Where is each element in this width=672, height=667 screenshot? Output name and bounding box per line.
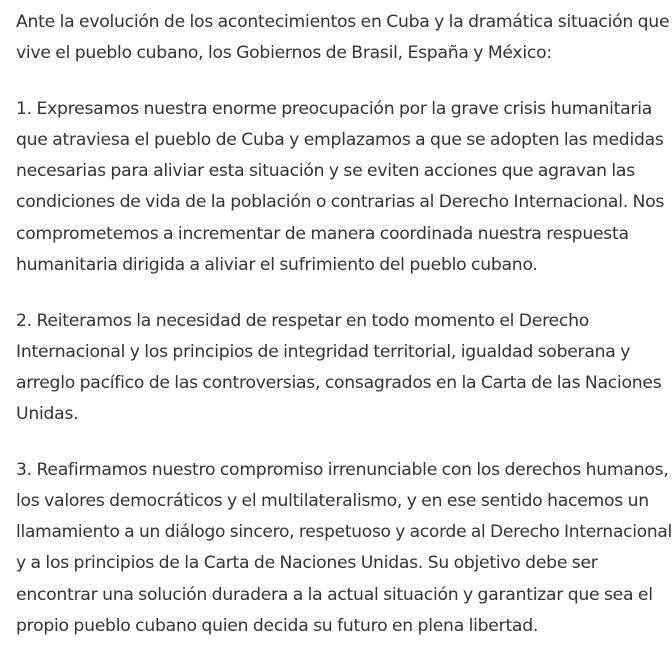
point-2-paragraph — [16, 306, 672, 430]
point-3-paragraph — [16, 455, 672, 642]
paragraph-line: Ante la evolución de los acontecimientos en Cuba y la dramática situación que — [16, 12, 670, 32]
paragraph-line: necesarias para aliviar esta situación y se eviten acciones que agravan las — [16, 161, 635, 182]
paragraph-line: propio pueblo cubano quien decida su futuro en plena libertad. — [16, 615, 539, 636]
paragraph-line: arreglo pacífico de las controversias, consagrados en la Carta de las Naciones — [16, 372, 662, 393]
paragraph-line: que atraviesa el pueblo de Cuba y emplazamos a que se adopten las medidas — [16, 130, 664, 151]
paragraph-line: Internacional y los principios de integridad territorial, igualdad soberana y — [16, 341, 631, 362]
paragraph-line: condiciones de vida de la población o contrarias al Derecho Internacional. Nos — [16, 192, 665, 213]
paragraph-line: 1. Expresamos nuestra enorme preocupación por la grave crisis humanitaria — [16, 99, 653, 120]
intro-paragraph — [16, 7, 672, 69]
paragraph-line: Unidas. — [16, 404, 79, 425]
paragraph-line: vive el pueblo cubano, los Gobiernos de Brasil, España y México: — [16, 43, 552, 64]
paragraph-line: encontrar una solución duradera a la actual situación y garantizar que sea el — [16, 584, 653, 605]
article-body — [16, 7, 672, 667]
paragraph-line: llamamiento a un diálogo sincero, respetuoso y acorde al Derecho Internacional — [16, 522, 672, 543]
point-1-paragraph — [16, 94, 672, 281]
paragraph-line: humanitaria dirigida a aliviar el sufrimiento del pueblo cubano. — [16, 254, 538, 275]
paragraph-line: y a los principios de la Carta de Naciones Unidas. Su objetivo debe ser — [16, 553, 598, 574]
paragraph-line: los valores democráticos y el multilateralismo, y en ese sentido hacemos un — [16, 491, 649, 512]
paragraph-line: comprometemos a incrementar de manera coordinada nuestra respuesta — [16, 223, 629, 244]
paragraph-line: 3. Reafirmamos nuestro compromiso irrenunciable con los derechos humanos, — [16, 460, 669, 481]
paragraph-line: 2. Reiteramos la necesidad de respetar en todo momento el Derecho — [16, 310, 589, 331]
